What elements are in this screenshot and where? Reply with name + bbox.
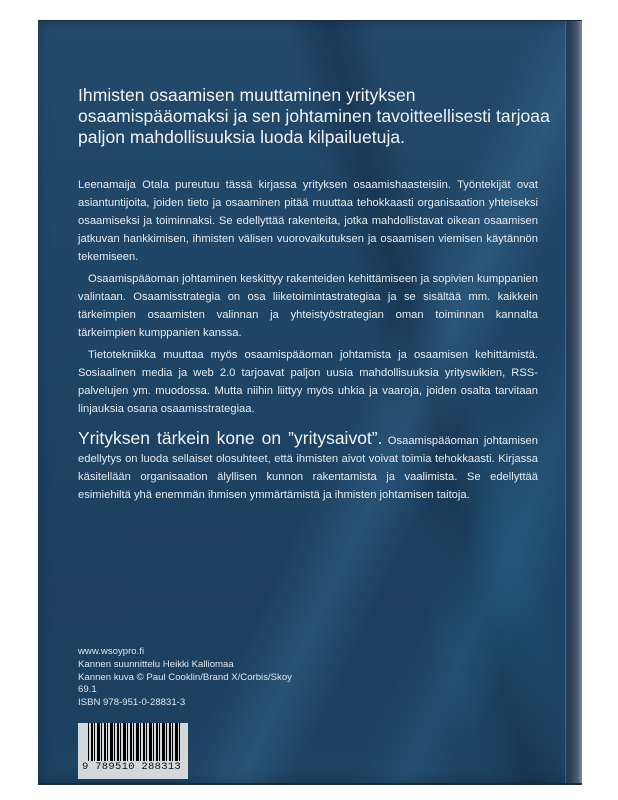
blurb-paragraph: Osaamispääoman johtaminen keskittyy rakenteiden kehittämiseen ja sopivien kumppanien valintaan. Osaamisstrategia on osa liiketoimintastrategiaa ja se sisältää mm. kaikkein tärkeimpien osaamisten valinnan ja yhteistyöstrategian oman toiminnan kannalta tärkeimpien kumppanien kanssa. (78, 273, 538, 339)
publisher-credits (78, 646, 378, 710)
classification-code: 69.1 (78, 684, 97, 696)
isbn-barcode (78, 723, 188, 779)
book-spine-edge (566, 21, 582, 783)
barcode-digits: 9 789510 288313 (82, 761, 182, 773)
blurb-paragraph: Leenamaija Otala pureutuu tässä kirjassa yrityksen osaamishaasteisiin. Työntekijät ovat asiantuntijoita, joiden tieto ja osaaminen pitää muuttaa tehokkaasti organisaation yhteiseksi osaamiseksi ja toiminnaksi. Se edellyttää rakenteita, jotka mahdollistavat oikean osaamisen jatkuvan hankkimisen, ihmisten välisen vuorovaikutuksen ja osaamisen viemisen käytännön tekemiseen. (78, 179, 538, 263)
isbn: ISBN 978-951-0-28831-3 (78, 697, 186, 709)
heading-line: Ihmisten osaamisen muuttaminen yrityksen (78, 85, 416, 105)
tagline-lead: Yrityksen tärkein kone on ”yritysaivot”. (78, 428, 383, 448)
heading-line: osaamispääomaksi ja sen johtaminen tavoitteellisesti tarjoaa (78, 106, 550, 126)
blurb-body (78, 176, 538, 418)
heading-line: paljon mahdollisuuksia luoda kilpailuetuja. (78, 127, 406, 147)
tagline-text: Osaamispääoman johtamisen edellytys on luoda sellaiset olosuhteet, että ihmisten aivot voivat toimia tehokkaasti. Kirjassa käsitellään organisaation älyllisen kunnon rakentamista ja vaalimista. Se edellyttää esimiehiltä yhä enemmän ihmisen ymmärtämistä ja ihmisten johtamisen taitoja. (78, 435, 538, 501)
blurb-paragraph: Tietotekniikka muuttaa myös osaamispääoman johtamista ja osaamisen kehittämistä. Sosiaalinen media ja web 2.0 tarjoavat paljon uusia mahdollisuuksia yrityswikien, RSS-palvelujen ym. muodossa. Mutta niihin liittyy myös uhkia ja vaaroja, joiden osalta tarvitaan linjauksia osana osaamisstrategiaa. (78, 349, 538, 415)
cover-design-credit: Kannen suunnittelu Heikki Kalliomaa (78, 658, 234, 670)
book-back-cover (38, 20, 582, 785)
publisher-website: www.wsoypro.fi (78, 646, 145, 657)
cover-heading (78, 85, 558, 148)
cover-image-credit: Kannen kuva © Paul Cooklin/Brand X/Corbis/Skoy (78, 671, 292, 683)
barcode-bars (88, 723, 180, 761)
tagline-paragraph (78, 426, 538, 504)
